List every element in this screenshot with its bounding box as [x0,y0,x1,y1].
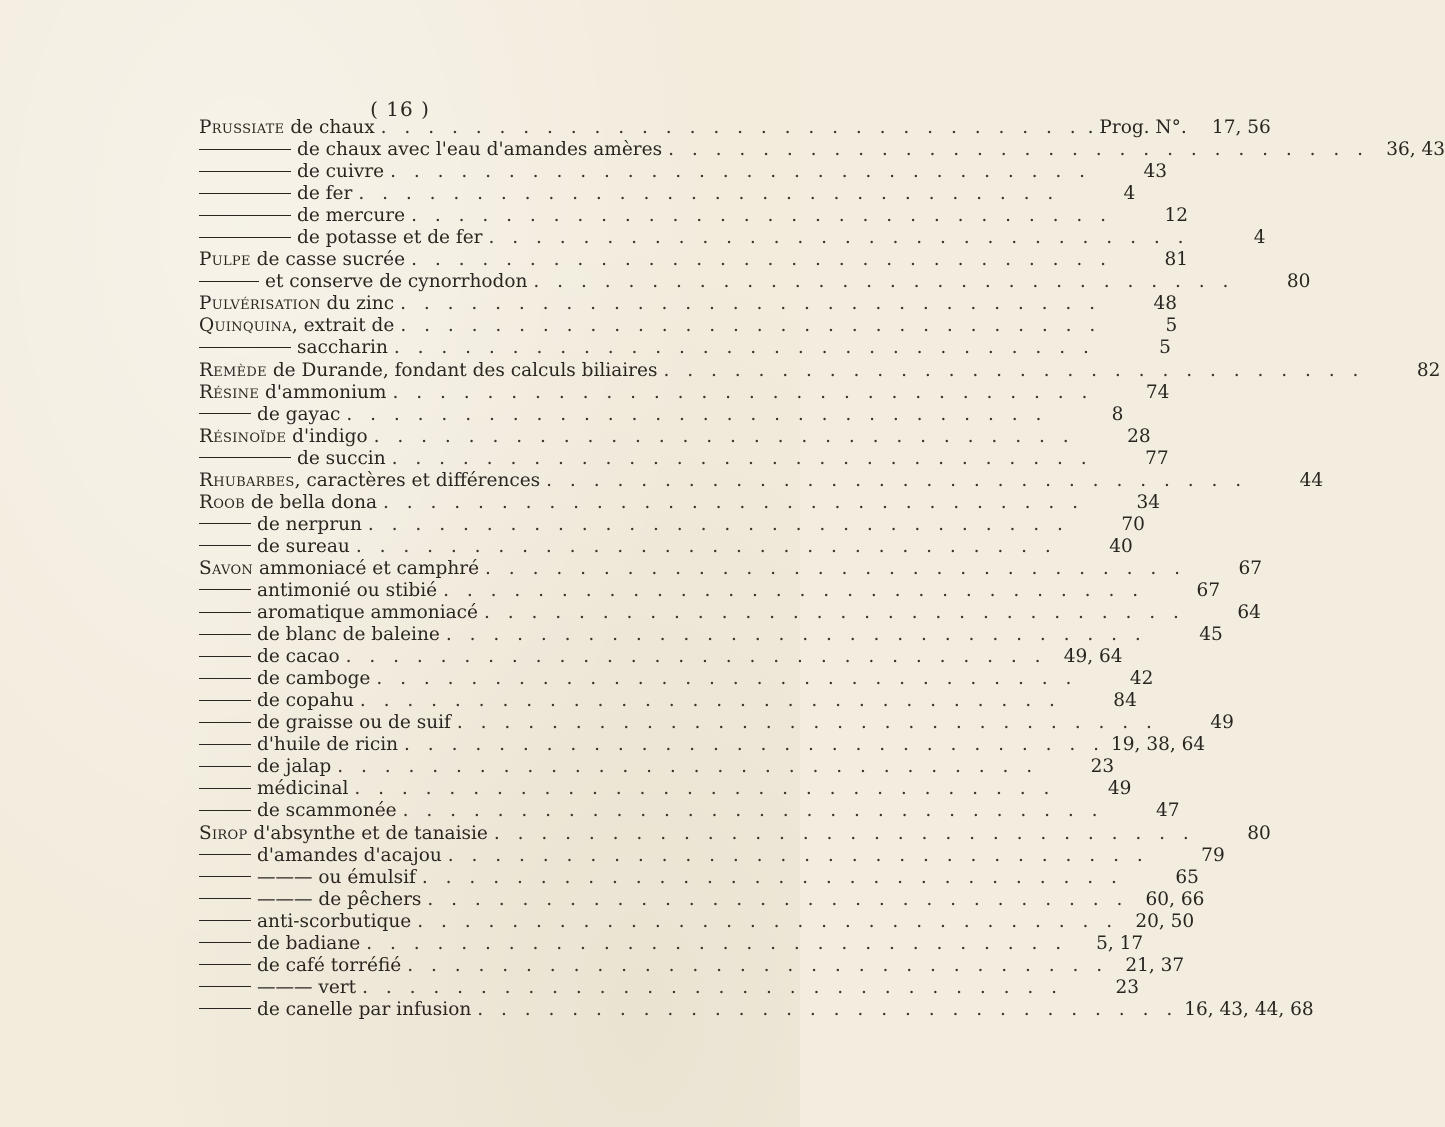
entry-text: aromatique ammoniacé [257,602,478,624]
entry-text: de badiane [257,932,361,954]
index-entry [199,866,1199,889]
entry-pages: 40 [1109,535,1133,557]
leader-dots: . . . . . . . . . . . . . . . . . . . . . . . . . . . . . . [392,381,1094,403]
entry-text: de Durande, fondant des calculs biliaires [266,359,658,381]
entry-ref: . Prog. N°. [1087,117,1187,138]
ditto-dash [199,237,291,238]
ditto-dash [199,1008,251,1009]
ditto-dash [199,920,251,921]
entry-name [199,823,488,845]
entry-name [199,514,362,536]
entry-pages: 23 [1115,976,1140,998]
entry-text: médicinal [257,778,349,800]
leader-dots: . . . . . . . . . . . . . . . . . . . . . . . . . . . . . . [407,954,1109,976]
leader-dots: . . . . . . . . . . . . . . . . . . . . . . . . . . . . . . [493,822,1195,844]
leader-dots: . . . . . . . . . . . . . . . . . . . . . . . . . . . . . . [373,425,1075,447]
leader-dots: . . . . . . . . . . . . . . . . . . . . . . . . . . . . . . [546,469,1248,491]
entry-text: de nerprun [257,513,362,535]
index-entry [199,734,1206,756]
index-entry [199,183,1136,205]
entry-pages: 48 [1153,293,1178,315]
ditto-dash [199,964,251,965]
entry-name [199,249,405,271]
leader-dots: . . . . . . . . . . . . . . . . . . . . . . . . . . . . . . [346,403,1048,425]
ditto-dash [199,215,291,216]
entry-name [199,889,421,911]
index-entry [199,844,1225,867]
entry-name [199,205,405,227]
entry-name [199,734,398,756]
index-entry [199,690,1137,712]
leader-dots: . . . . . . . . . . . . . . . . . . . . . . . . . . . . . . [411,249,1113,271]
entry-pages: 28 [1127,425,1151,447]
entry-head: Savon [199,557,254,579]
entry-pages: 60, 66 [1145,888,1205,910]
entry-text: de mercure [297,205,406,227]
index-entry [199,205,1189,227]
entry-name [199,977,356,999]
entry-text: saccharin [297,337,388,359]
entry-pages: 70 [1121,513,1145,535]
leader-dots: . . . . . . . . . . . . . . . . . . . . . . . . . . . . . . [362,976,1064,998]
entry-text: de chaux avec l'eau d'amandes amères [297,139,663,161]
ditto-dash [199,942,251,943]
index-entry [199,161,1168,183]
entry-text: ——— de pêchers [257,888,422,910]
ditto-dash [199,634,251,635]
ditto-dash [199,347,291,348]
index-entry [199,139,1445,161]
leader-dots: . . . . . . . . . . . . . . . . . . . . . . . . . . . . . . [443,579,1145,601]
ditto-dash [199,744,251,745]
entry-pages: 67 [1196,579,1221,601]
index-entry [199,491,1160,514]
entry-name [199,690,354,712]
ditto-dash [199,171,291,172]
leader-dots: . . . . . . . . . . . . . . . . . . . . . . . . . . . . . . [358,183,1060,205]
index-entry [199,954,1185,977]
index-entry [199,337,1171,359]
ditto-dash [199,523,251,524]
page-number: ( 16 ) [370,97,430,121]
entry-name [199,558,479,580]
index-entry [199,315,1178,337]
leader-dots: . . . . . . . . . . . . . . . . . . . . . . . . . . . . . . [402,800,1104,822]
entry-name [199,580,437,602]
entry-text: de succin [297,447,386,469]
leader-dots: . . . . . . . . . . . . . . . . . . . . . . . . . . . . . . [367,513,1069,535]
leader-dots: . . . . . . . . . . . . . . . . . . . . . . . . . . . . . . [354,778,1056,800]
entry-text: de camboge [257,668,371,690]
index-entry [199,756,1115,778]
entry-name [199,360,657,382]
entry-name [199,624,440,646]
ditto-dash [199,788,251,789]
entry-pages: 42 [1129,668,1154,690]
entry-text: , caractères et différences [294,469,541,491]
entry-pages: 84 [1113,690,1137,712]
ditto-dash [199,678,251,679]
entry-pages: 5, 17 [1096,932,1144,954]
entry-head: Sirop [199,822,248,844]
entry-text: du zinc [320,293,395,315]
entry-head: Remède [199,359,267,381]
entry-name [199,646,340,668]
index-entry [199,359,1441,382]
entry-head: Pulvérisation [199,293,321,315]
ditto-dash [199,193,291,194]
entry-pages: 16, 43, 44, 68 [1184,998,1314,1020]
entry-text: de jalap [257,756,332,778]
leader-dots: . . . . . . . . . . . . . . . . . . . . . . . . . . . . . . [427,888,1129,910]
entry-head: Roob [199,491,245,513]
entry-pages: 23 [1090,756,1115,778]
entry-pages: 44 [1299,469,1324,491]
leader-dots: . . . . . . . . . . . . . . . . . . . . . . . . . . . . . . [383,491,1084,513]
entry-name [199,117,375,139]
entry-pages: 5 [1159,337,1171,359]
index-entry [199,976,1140,999]
leader-dots: . . . . . . . . . . . . . . . . . . . . . . . . . . . . . . [390,161,1092,183]
entry-name [199,404,340,426]
entry-head: Prussiate [199,117,285,138]
index-entry [199,646,1123,668]
leader-dots: . . . . . . . . . . . . . . . . . . . . . . . . . . . . . . [345,646,1047,668]
entry-name [199,867,416,889]
entry-name [199,426,368,448]
entry-text: antimonié ou stibié [257,579,438,601]
entry-pages: 65 [1175,866,1199,888]
leader-dots: . . . . . . . . . . . . . . . . . . . . . . . . . . . . . . [366,932,1068,954]
leader-dots: . . . . . . . . . . . . . . . . . . . . . . . . . . . . . . [391,447,1093,469]
leader-dots: . . . . . . . . . . . . . . . . . . . . . . . . . . . . . . [376,668,1078,690]
entry-text: de gayac [257,403,341,425]
entry-text: de bella dona [245,491,378,513]
entry-name [199,337,388,359]
entry-name [199,315,394,337]
entry-text: de cacao [257,646,340,668]
entry-name [199,778,348,800]
leader-dots: . . . . . . . . . . . . . . . . . . . . . . . . . . . . . . [488,227,1190,249]
entry-text: et conserve de cynorrhodon [265,271,528,293]
index-entry [199,425,1151,448]
entry-name [199,800,397,822]
ditto-dash [199,457,291,458]
leader-dots: . . . . . . . . . . . . . . . . . . . . . . . . . . . . . . [404,734,1106,756]
entry-pages: 43 [1143,161,1168,183]
entry-pages: 79 [1201,844,1225,866]
entry-text: de casse sucrée [250,249,406,271]
entry-name [199,227,483,249]
ditto-dash [199,898,251,899]
index-entry [199,227,1266,249]
leader-dots: . . . . . . . . . . . . . . . . . . . . . . . . . . . . . . [359,690,1061,712]
entry-pages: 74 [1145,381,1170,403]
leader-dots: . . . . . . . . . . . . . . . . . . . . . . . . . . . . . . [393,337,1095,359]
entry-name [199,492,377,514]
index-entry [199,624,1223,646]
index-entry [199,800,1180,822]
entry-pages: 4 [1253,227,1266,249]
entry-text: d'huile de ricin [257,734,399,756]
leader-dots: . . . . . . . . . . . . . . . . . . . . . . . . . . . . . . [400,315,1102,337]
ditto-dash [199,612,251,613]
entry-name [199,911,411,933]
entry-pages: 49 [1107,778,1132,800]
entry-pages: 21, 37 [1125,954,1185,976]
entry-pages: 49, 64 [1063,646,1123,668]
leader-dots: . . . . . . . . . . . . . . . . . . . . . . . . . . . . . . [337,756,1039,778]
entry-pages: 80 [1286,271,1311,293]
ditto-dash [199,700,251,701]
ditto-dash [199,545,251,546]
ditto-dash [199,722,251,723]
leader-dots: . . . . . . . . . . . . . . . . . . . . . . . . . . . . . . [477,998,1179,1020]
ditto-dash [199,656,251,657]
entry-head: Résinoïde [199,425,287,447]
entry-pages: 4 [1123,183,1136,205]
index-entry [199,117,1271,139]
entry-pages: 67 [1238,557,1263,579]
entry-name [199,933,360,955]
ditto-dash [199,876,251,877]
entry-head: Rhubarbes [199,469,295,491]
index-entry [199,535,1133,558]
entry-name [199,448,386,470]
entry-text: d'amandes d'acajou [257,844,442,866]
index-entry [199,822,1271,845]
entry-text: d'absynthe et de tanaisie [247,822,488,844]
entry-text: anti-scorbutique [257,910,412,932]
ditto-dash [199,281,259,282]
leader-dots: . . . . . . . . . . . . . . . . . . . . . . . . . . . . . . [533,271,1235,293]
index-entry [199,910,1195,933]
index-entry [199,293,1178,315]
entry-pages: 19, 38, 64 [1111,734,1206,756]
index-entry [199,469,1324,492]
entry-name [199,271,527,293]
ditto-dash [199,810,251,811]
leader-dots: . . . . . . . . . . . . . . . . . . . . . . . . . . . . . . [663,359,1365,381]
entry-pages: 81 [1164,249,1189,271]
entry-name [199,293,394,315]
entry-name [199,999,471,1021]
leader-dots: . . . . . . . . . . . . . . . . . . . . . . . . . . . . . . [380,117,1082,138]
entry-text: de copahu [257,690,354,712]
entry-pages: 77 [1145,447,1169,469]
ditto-dash [199,854,251,855]
entry-pages: 82 [1416,359,1441,381]
entry-pages: 49 [1210,712,1234,734]
entry-name [199,382,386,404]
entry-pages: 80 [1247,822,1271,844]
entry-text: ammoniacé et camphré [253,557,480,579]
ditto-dash [199,413,251,414]
index-entry [199,778,1132,800]
entry-name [199,161,384,183]
entry-pages: 34 [1136,491,1160,513]
ditto-dash [199,589,251,590]
entry-pages: 5 [1165,315,1178,337]
index-entry [199,447,1169,470]
leader-dots: . . . . . . . . . . . . . . . . . . . . . . . . . . . . . . [483,602,1185,624]
entry-pages: 8 [1111,403,1124,425]
index-entry [199,668,1154,690]
entry-text: de potasse et de fer [297,227,483,249]
entry-name [199,712,451,734]
entry-text: de scammonée [257,800,397,822]
entry-name [199,183,352,205]
leader-dots: . . . . . . . . . . . . . . . . . . . . . . . . . . . . . . [417,910,1119,932]
leader-dots: . . . . . . . . . . . . . . . . . . . . . . . . . . . . . . [421,866,1123,888]
leader-dots: . . . . . . . . . . . . . . . . . . . . . . . . . . . . . . [400,293,1102,315]
index-entry [199,712,1234,734]
entry-text: ——— ou émulsif [257,866,416,888]
index-entry [199,602,1261,624]
index-entries [199,117,1445,1021]
ditto-dash [199,766,251,767]
ditto-dash [199,149,291,150]
entry-text: , extrait de [291,315,395,337]
index-entry [199,557,1263,580]
leader-dots: . . . . . . . . . . . . . . . . . . . . . . . . . . . . . . [485,557,1187,579]
entry-pages: 20, 50 [1135,910,1195,932]
index-entry [199,932,1144,955]
entry-name [199,536,350,558]
entry-name [199,756,331,778]
entry-text: de fer [297,183,353,205]
entry-text: d'ammonium [259,381,387,403]
entry-pages: 36, 43 [1386,139,1445,161]
entry-text: d'indigo [286,425,368,447]
index-entry [199,271,1311,293]
entry-name [199,955,401,977]
entry-text: de canelle par infusion [257,998,472,1020]
entry-pages: 64 [1237,602,1261,624]
index-entry [199,888,1205,911]
leader-dots: . . . . . . . . . . . . . . . . . . . . . . . . . . . . . . [355,535,1057,557]
entry-text: de cuivre [297,161,385,183]
leader-dots: . . . . . . . . . . . . . . . . . . . . . . . . . . . . . . [411,205,1113,227]
index-entry [199,513,1145,536]
entry-text: ——— vert [257,976,357,998]
entry-head: Pulpe [199,249,251,271]
entry-pages: 47 [1156,800,1180,822]
entry-text: de graisse ou de suif [257,712,451,734]
entry-pages: 45 [1199,624,1223,646]
entry-pages: 17, 56 [1211,117,1271,138]
index-entry [199,381,1170,404]
index-entry [199,249,1189,271]
leader-dots: . . . . . . . . . . . . . . . . . . . . . . . . . . . . . . [668,139,1370,161]
entry-text: de blanc de baleine [257,624,440,646]
entry-name [199,470,540,492]
leader-dots: . . . . . . . . . . . . . . . . . . . . . . . . . . . . . . [447,844,1149,866]
index-entry [199,403,1124,426]
entry-pages: 12 [1164,205,1189,227]
entry-head: Quinquina [199,315,292,337]
index-entry [199,998,1314,1021]
leader-dots: . . . . . . . . . . . . . . . . . . . . . . . . . . . . . . [456,712,1158,734]
ditto-dash [199,986,251,987]
leader-dots: . . . . . . . . . . . . . . . . . . . . . . . . . . . . . . [445,624,1147,646]
entry-head: Résine [199,381,260,403]
entry-text: de café torréfié [257,954,402,976]
entry-name [199,845,442,867]
index-entry [199,579,1221,602]
entry-name [199,668,370,690]
entry-name [199,602,478,624]
entry-text: de sureau [257,535,350,557]
entry-name [199,139,662,161]
entry-text: de chaux [284,117,375,138]
